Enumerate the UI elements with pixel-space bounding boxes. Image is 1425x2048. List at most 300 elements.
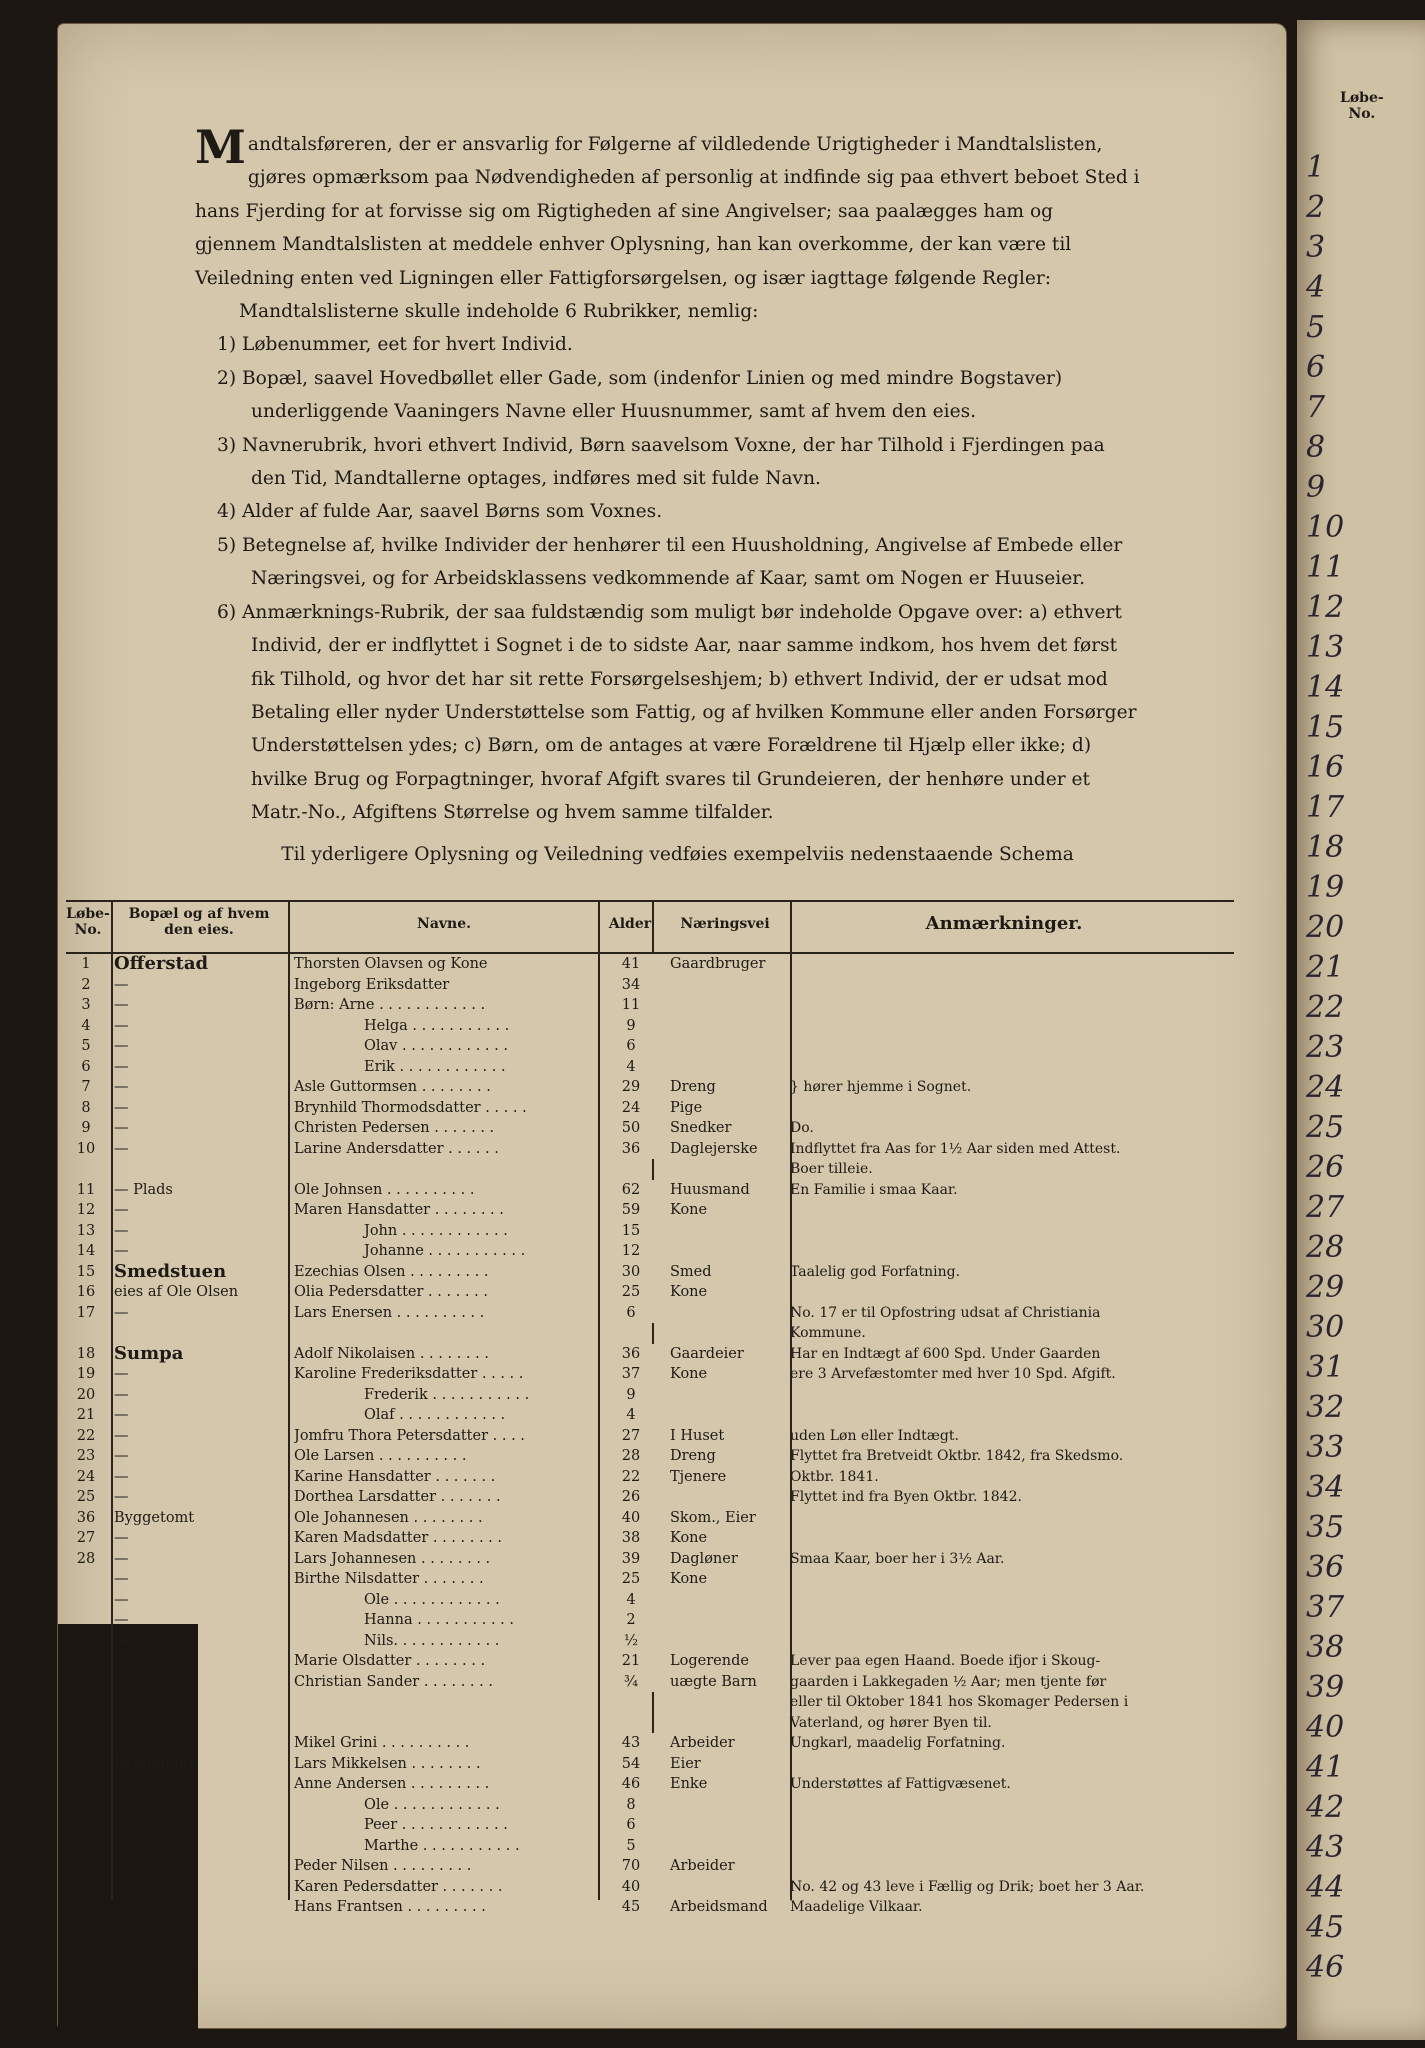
cell-age: 12: [602, 1241, 660, 1262]
table-row: [66, 1569, 1234, 1590]
table-row: [66, 1200, 1234, 1221]
cell-age: 38: [602, 1528, 660, 1549]
cell-age: 15: [602, 1221, 660, 1242]
cell-no: 22: [76, 1427, 96, 1444]
cell-age: 59: [602, 1200, 660, 1221]
cell-name: Maren Hansdatter . . . . . . . .: [294, 1202, 504, 1218]
cell-occupation: Snedker: [670, 1120, 732, 1136]
cell-remark: Understøttes af Fattigvæsenet.: [790, 1776, 1011, 1792]
handwritten-number: 22: [1306, 990, 1345, 1025]
cell-no: 8: [81, 1099, 91, 1116]
cell-name: Adolf Nikolaisen . . . . . . . .: [294, 1345, 489, 1362]
cell-remark: ere 3 Arvefæstomter med hver 10 Spd. Afgift.: [790, 1366, 1116, 1382]
cell-no: 4: [81, 1017, 91, 1034]
cell-age: 2: [602, 1610, 660, 1631]
handwritten-number: 37: [1306, 1590, 1345, 1625]
cell-no: 3: [81, 997, 91, 1013]
handwritten-number: 21: [1306, 950, 1345, 985]
table-row: [66, 1180, 1234, 1201]
cell-name: Lars Mikkelsen . . . . . . . .: [294, 1755, 481, 1772]
header-bopael: Bopæl og af hvem den eies.: [128, 906, 270, 938]
cell-name: Ezechias Olsen . . . . . . . . .: [294, 1263, 489, 1280]
cell-bopael: —: [114, 1079, 129, 1095]
handwritten-number: 15: [1306, 710, 1345, 745]
cell-name: Dorthea Larsdatter . . . . . . .: [294, 1489, 501, 1505]
cell-remark: Har en Indtægt af 600 Spd. Under Gaarden: [790, 1345, 1101, 1362]
cell-occupation: uægte Barn: [670, 1673, 757, 1690]
handwritten-number: 29: [1306, 1270, 1345, 1305]
cell-name: Børn: Arne . . . . . . . . . . . .: [294, 997, 486, 1013]
cell-remark: No. 42 og 43 leve i Fællig og Drik; boet her 3 Aar.: [790, 1878, 1145, 1895]
cell-bopael: —: [114, 1038, 129, 1054]
cell-remark: Vaterland, og hører Byen til.: [790, 1714, 992, 1731]
cell-name: Ole Larsen . . . . . . . . . .: [294, 1448, 467, 1464]
handwritten-number: 1: [1306, 150, 1326, 185]
cell-bopael: —: [114, 1427, 129, 1444]
header-no: Løbe- No.: [66, 906, 110, 938]
cell-occupation: Arbeider: [670, 1735, 735, 1751]
handwritten-number: 30: [1306, 1310, 1345, 1345]
cell-name: Peer . . . . . . . . . . . .: [364, 1817, 508, 1833]
cell-name: Lars Johannesen . . . . . . . .: [294, 1550, 491, 1567]
table-row: [66, 1405, 1234, 1426]
cell-age: 25: [602, 1569, 660, 1590]
cell-occupation: Tjenere: [670, 1468, 727, 1485]
handwritten-number: 28: [1306, 1230, 1345, 1265]
cell-remark: Kommune.: [790, 1325, 866, 1341]
cell-no: 20: [76, 1386, 96, 1403]
cell-remark: Lever paa egen Haand. Boede ifjor i Skoug-: [790, 1653, 1101, 1669]
cell-bopael: —: [114, 1058, 129, 1075]
cell-bopael: —: [114, 1140, 129, 1157]
table-row: [66, 1426, 1234, 1447]
census-schema-table: [66, 900, 1234, 1918]
handwritten-number: 4: [1306, 270, 1326, 305]
cell-name: Karen Pedersdatter . . . . . . .: [294, 1878, 503, 1895]
cell-occupation: Logerende: [670, 1653, 749, 1669]
handwritten-number: 45: [1306, 1910, 1345, 1945]
handwritten-number: 31: [1306, 1350, 1345, 1385]
cell-name: Ingeborg Eriksdatter: [294, 976, 450, 993]
handwritten-number: 35: [1306, 1510, 1345, 1545]
table-row: [66, 975, 1234, 996]
table-row: [66, 1528, 1234, 1549]
handwritten-number: 26: [1306, 1150, 1345, 1185]
handwritten-number: 38: [1306, 1630, 1345, 1665]
handwritten-number: 18: [1306, 830, 1345, 865]
cell-occupation: Kone: [670, 1202, 708, 1218]
cell-no: 28: [76, 1550, 96, 1567]
cell-occupation: Smed: [670, 1263, 712, 1280]
cell-name: Asle Guttormsen . . . . . . . .: [294, 1079, 491, 1095]
cell-bopael: —: [114, 1591, 129, 1608]
table-row: [66, 1057, 1234, 1078]
handwritten-number: 7: [1306, 390, 1326, 425]
cell-age: 27: [602, 1426, 660, 1447]
cell-remark: Indflyttet fra Aas for 1½ Aar siden med Attest.: [790, 1140, 1121, 1157]
cell-bopael: Byggetomt: [114, 1755, 195, 1772]
cell-name: Ole . . . . . . . . . . . .: [364, 1591, 500, 1608]
table-row: [66, 1713, 1234, 1734]
cell-remark: En Familie i smaa Kaar.: [790, 1181, 958, 1198]
cell-name: Karoline Frederiksdatter . . . . .: [294, 1366, 524, 1382]
cell-age: 4: [602, 1590, 660, 1611]
table-row: [66, 1754, 1234, 1775]
cell-age: ½: [602, 1631, 660, 1652]
cell-no: 13: [76, 1222, 96, 1239]
cell-age: 50: [602, 1118, 660, 1139]
cell-no: 16: [76, 1284, 96, 1300]
cell-bopael: —: [114, 1366, 129, 1382]
cell-name: Jomfru Thora Petersdatter . . . .: [294, 1427, 525, 1444]
cell-remark: No. 17 er til Opfostring udsat af Christiania: [790, 1304, 1101, 1321]
table-row: [66, 1323, 1234, 1344]
cell-no: 2: [81, 976, 91, 993]
cell-age: 25: [602, 1282, 660, 1303]
cell-no: 14: [76, 1243, 96, 1259]
table-row: [66, 1487, 1234, 1508]
handwritten-number: 41: [1306, 1750, 1345, 1785]
cell-bopael: Byggetomt: [114, 1509, 195, 1526]
handwritten-number: 23: [1306, 1030, 1345, 1065]
cell-name: Hanna . . . . . . . . . . .: [364, 1612, 515, 1628]
cell-occupation: Gaardbruger: [670, 956, 766, 972]
cell-occupation: Huusmand: [670, 1181, 750, 1198]
cell-bopael: —: [114, 1202, 129, 1218]
handwritten-number: 40: [1306, 1710, 1345, 1745]
rule-item: 4) Alder af fulde Aar, saavel Børns som Voxnes.: [217, 501, 663, 523]
cell-occupation: Pige: [670, 1099, 703, 1116]
table-row: [66, 1159, 1234, 1180]
cell-occupation: Daglejerske: [670, 1140, 758, 1157]
handwritten-number: 10: [1306, 510, 1345, 545]
cell-age: 26: [602, 1487, 660, 1508]
cell-bopael: —: [114, 1550, 129, 1567]
cell-bopael: Sumpa: [114, 1342, 184, 1364]
cell-name: Ole Johnsen . . . . . . . . . .: [294, 1181, 475, 1198]
cell-age: 29: [602, 1077, 660, 1098]
header-navne: Navne.: [417, 916, 471, 932]
cell-occupation: Eier: [670, 1755, 701, 1772]
handwritten-number: 39: [1306, 1670, 1345, 1705]
cell-name: Brynhild Thormodsdatter . . . . .: [294, 1099, 527, 1116]
cell-no: 27: [76, 1530, 96, 1546]
reference-line: Til yderligere Oplysning og Veiledning vedføies exempelviis nedenstaaende Schema: [281, 843, 1074, 865]
table-row: [66, 1877, 1234, 1898]
table-row: [66, 1262, 1234, 1283]
table-row: [66, 1385, 1234, 1406]
cell-bopael: —: [114, 1530, 129, 1546]
cell-name: Karen Madsdatter . . . . . . . .: [294, 1530, 502, 1546]
cell-age: 4: [602, 1405, 660, 1426]
cell-age: 45: [602, 1897, 660, 1918]
cell-no: 9: [81, 1120, 91, 1136]
handwritten-number: 46: [1306, 1950, 1345, 1985]
cell-occupation: I Huset: [670, 1427, 725, 1444]
handwritten-number: 6: [1306, 350, 1326, 385]
table-row: [66, 1118, 1234, 1139]
table-row: [66, 1631, 1234, 1652]
rules-list: [195, 328, 1140, 829]
table-row: [66, 1077, 1234, 1098]
table-row: [66, 1774, 1234, 1795]
cell-occupation: Dreng: [670, 1079, 716, 1095]
intro-lead: Mandtalslisterne skulle indeholde 6 Rubrikker, nemlig:: [239, 301, 759, 323]
cell-name: Olav . . . . . . . . . . . .: [364, 1038, 508, 1054]
cell-age: 43: [602, 1733, 660, 1754]
cell-age: 39: [602, 1549, 660, 1570]
table-row: [66, 1303, 1234, 1324]
cell-bopael: —: [114, 1653, 129, 1669]
cell-name: Olia Pedersdatter . . . . . . .: [294, 1284, 488, 1300]
cell-name: Erik . . . . . . . . . . . .: [364, 1058, 506, 1075]
table-row: [66, 1549, 1234, 1570]
cell-bopael: —: [114, 1489, 129, 1505]
cell-bopael: —: [114, 1673, 129, 1690]
cell-remark: gaarden i Lakkegaden ½ Aar; men tjente før: [790, 1673, 1107, 1690]
handwritten-number: 36: [1306, 1550, 1345, 1585]
cell-name: Lars Enersen . . . . . . . . . .: [294, 1304, 485, 1321]
cell-bopael: —: [114, 1448, 129, 1464]
cell-name: Frederik . . . . . . . . . . .: [364, 1386, 530, 1403]
cell-occupation: Kone: [670, 1530, 708, 1546]
handwritten-number: 43: [1306, 1830, 1345, 1865]
cell-age: 46: [602, 1774, 660, 1795]
table-row: [66, 1836, 1234, 1857]
handwritten-number: 14: [1306, 670, 1345, 705]
cell-age: 28: [602, 1446, 660, 1467]
table-row: [66, 1508, 1234, 1529]
cell-occupation: Kone: [670, 1284, 708, 1300]
cell-bopael: —: [114, 976, 129, 993]
table-header: [66, 900, 1234, 954]
cell-no: 23: [76, 1448, 96, 1464]
cell-occupation: Dagløner: [670, 1550, 738, 1567]
handwritten-number: 8: [1306, 430, 1326, 465]
cell-age: 24: [602, 1098, 660, 1119]
cell-age: 30: [602, 1262, 660, 1283]
cell-age: 21: [602, 1651, 660, 1672]
cell-age: 40: [602, 1508, 660, 1529]
cell-remark: Taalelig god Forfatning.: [790, 1263, 961, 1280]
cell-occupation: Skom., Eier: [670, 1509, 756, 1526]
cell-bopael: —: [114, 1243, 129, 1259]
cell-age: 70: [602, 1856, 660, 1877]
cell-remark: Flyttet ind fra Byen Oktbr. 1842.: [790, 1489, 1022, 1505]
cell-age: 11: [602, 995, 660, 1016]
intro-paragraph: Mandtalsføreren, der er ansvarlig for Følgerne af vildledende Urigtigheder i Mandtalslisten, gjøres opmærksom paa Nødvendigheden af personlig at indfinde sig paa ethvert beboet Sted i hans Fjerding for at forvisse sig om Rigtigheden af sine Angivelser; saa paalægges ham og gjennem Mandtalslisten at meddele enhver Oplysning, han kan overkomme, der kan være til Veiledning enten ved Ligningen eller Fattigforsørgelsen, og især iagttage følgende Regler:: [195, 120, 1140, 289]
rule-item: 1) Løbenummer, eet for hvert Individ.: [217, 334, 573, 356]
handwritten-number: 17: [1306, 790, 1345, 825]
cell-bopael: —: [114, 1571, 129, 1587]
cell-name: Christian Sander . . . . . . . .: [294, 1673, 493, 1690]
cell-remark: Oktbr. 1841.: [790, 1468, 879, 1485]
cell-remark: Smaa Kaar, boer her i 3½ Aar.: [790, 1550, 1005, 1567]
handwritten-number: 19: [1306, 870, 1345, 905]
cell-age: 6: [602, 1303, 660, 1324]
cell-name: Peder Nilsen . . . . . . . . .: [294, 1858, 472, 1874]
cell-bopael: Smedstuen: [114, 1260, 227, 1282]
cell-occupation: Kone: [670, 1571, 708, 1587]
cell-age: 62: [602, 1180, 660, 1201]
table-row: [66, 1446, 1234, 1467]
table-row: [66, 1795, 1234, 1816]
cell-bopael: Offerstad: [114, 953, 209, 974]
cell-name: Hans Frantsen . . . . . . . . .: [294, 1899, 486, 1915]
table-row: [66, 1815, 1234, 1836]
cell-age: 40: [602, 1877, 660, 1898]
cell-no: 1: [81, 956, 91, 972]
handwritten-number: 5: [1306, 310, 1326, 345]
cell-name: John . . . . . . . . . . . .: [364, 1222, 508, 1239]
rule-item: 3) Navnerubrik, hvori ethvert Individ, Børn saavelsom Voxne, der har Tilhold i Fjerdingen paa den Tid, Mandtallerne optages, indføres med sit fulde Navn.: [217, 434, 1105, 490]
cell-name: Mikel Grini . . . . . . . . . .: [294, 1735, 470, 1751]
cell-no: 25: [76, 1489, 96, 1505]
table-row: [66, 1241, 1234, 1262]
handwritten-number: 33: [1306, 1430, 1345, 1465]
header-alder: Alder: [608, 916, 652, 932]
cell-bopael: —: [114, 1222, 129, 1239]
table-row: [66, 954, 1234, 975]
cell-remark: eller til Oktober 1841 hos Skomager Pedersen i: [790, 1694, 1129, 1710]
handwritten-number: 2: [1306, 190, 1326, 225]
cell-no: 36: [76, 1509, 96, 1526]
handwritten-number: 24: [1306, 1070, 1345, 1105]
cell-age: 5: [602, 1836, 660, 1857]
table-row: [66, 1672, 1234, 1693]
rule-item: 6) Anmærknings-Rubrik, der saa fuldstændig som muligt bør indeholde Opgave over: a) ethvert Individ, der er indflyttet i Sognet i de to sidste Aar, naar samme indkom, hos hvem det først fik Tilhold, og hvor det har sit rette Forsørgelseshjem; b) ethvert Individ, der er udsat mod Betaling eller nyder Understøttelse som Fattig, og af hvilken Kommune eller anden Forsørger Understøttelsen ydes; c) Børn, om de antages at være Forældrene til Hjælp eller ikke; d) hvilke Brug og Forpagtninger, hvoraf Afgift svares til Grundeieren, der henhøre under et Matr.-No., Afgiftens Størrelse og hvem samme tilfalder.: [217, 601, 1137, 824]
cell-bopael: —: [114, 1099, 129, 1116]
cell-bopael: —: [114, 1407, 129, 1423]
header-naering: Næringsvei: [680, 916, 770, 932]
table-row: [66, 1344, 1234, 1365]
handwritten-number: 27: [1306, 1190, 1345, 1225]
rule-item: 2) Bopæl, saavel Hovedbøllet eller Gade, som (indenfor Linien og med mindre Bogstaver) underliggende Vaaningers Navne eller Huusnummer, samt af hvem den eies.: [217, 367, 1063, 423]
handwritten-number: 20: [1306, 910, 1345, 945]
cell-remark: uden Løn eller Indtægt.: [790, 1427, 959, 1444]
right-page-header: Løbe- No.: [1340, 90, 1384, 122]
cell-bopael: —: [114, 997, 129, 1013]
table-row: [66, 1856, 1234, 1877]
cell-age: ¾: [602, 1672, 660, 1693]
cell-age: 34: [602, 975, 660, 996]
table-row: [66, 1098, 1234, 1119]
cell-remark: Flyttet fra Bretveidt Oktbr. 1842, fra Skedsmo.: [790, 1448, 1124, 1464]
cell-bopael: eies af Ole Olsen: [114, 1284, 239, 1300]
cell-no: 17: [76, 1304, 96, 1321]
handwritten-number: 11: [1306, 550, 1345, 585]
cell-remark: Boer tilleie.: [790, 1161, 873, 1177]
cell-remark: Ungkarl, maadelig Forfatning.: [790, 1735, 1006, 1751]
cell-name: Ole . . . . . . . . . . . .: [364, 1796, 500, 1813]
cell-bopael: — Plads: [114, 1181, 173, 1198]
cell-name: Helga . . . . . . . . . . .: [364, 1017, 510, 1034]
handwritten-number: 34: [1306, 1470, 1345, 1505]
cell-bopael: —: [114, 1386, 129, 1403]
handwritten-number: 16: [1306, 750, 1345, 785]
handwritten-number: 25: [1306, 1110, 1345, 1145]
cell-age: 37: [602, 1364, 660, 1385]
cell-bopael: —: [114, 1304, 129, 1321]
cell-age: 4: [602, 1057, 660, 1078]
cell-no: 24: [76, 1468, 96, 1485]
table-row: [66, 1897, 1234, 1918]
cell-name: Birthe Nilsdatter . . . . . . .: [294, 1571, 484, 1587]
cell-bopael: —: [114, 1632, 129, 1649]
cell-name: Christen Pedersen . . . . . . .: [294, 1120, 495, 1136]
cell-no: 5: [81, 1038, 91, 1054]
handwritten-number: 44: [1306, 1870, 1345, 1905]
handwritten-number: 42: [1306, 1790, 1345, 1825]
table-row: [66, 995, 1234, 1016]
cell-no: 21: [76, 1407, 96, 1423]
cell-name: Anne Andersen . . . . . . . . .: [294, 1776, 490, 1792]
cell-age: 9: [602, 1385, 660, 1406]
handwritten-number: 9: [1306, 470, 1326, 505]
cell-age: 8: [602, 1795, 660, 1816]
table-row: [66, 1036, 1234, 1057]
cell-age: 9: [602, 1016, 660, 1037]
cell-no: 18: [76, 1345, 96, 1362]
cell-occupation: Gaardeier: [670, 1345, 744, 1362]
cell-no: 12: [76, 1202, 96, 1218]
cell-name: Thorsten Olavsen og Kone: [294, 956, 488, 972]
cell-remark: } hører hjemme i Sognet.: [790, 1079, 972, 1095]
cell-bopael: —: [114, 1017, 129, 1034]
cell-no: 10: [76, 1140, 96, 1157]
instructions-text: [195, 120, 1140, 871]
cell-name: Johanne . . . . . . . . . . .: [364, 1243, 526, 1259]
dropcap: M: [195, 120, 246, 174]
cell-occupation: Enke: [670, 1776, 708, 1792]
cell-age: 22: [602, 1467, 660, 1488]
handwritten-number: 13: [1306, 630, 1345, 665]
handwritten-number: 12: [1306, 590, 1345, 625]
cell-age: 54: [602, 1754, 660, 1775]
header-anm: Anmærkninger.: [925, 913, 1083, 934]
cell-remark: Do.: [790, 1120, 814, 1136]
table-row: [66, 1733, 1234, 1754]
handwritten-number: 32: [1306, 1390, 1345, 1425]
table-body: [66, 954, 1234, 1918]
cell-no: 6: [81, 1058, 91, 1075]
table-row: [66, 1467, 1234, 1488]
cell-age: 41: [602, 954, 660, 975]
cell-remark: Maadelige Vilkaar.: [790, 1899, 923, 1915]
cell-name: Larine Andersdatter . . . . . .: [294, 1140, 499, 1157]
cell-age: 6: [602, 1815, 660, 1836]
cell-no: 19: [76, 1366, 96, 1382]
cell-age: 6: [602, 1036, 660, 1057]
cell-occupation: Arbeider: [670, 1858, 735, 1874]
cell-occupation: Kone: [670, 1366, 708, 1382]
table-row: [66, 1282, 1234, 1303]
cell-bopael: —: [114, 1468, 129, 1485]
cell-bopael: —: [114, 1612, 129, 1628]
cell-age: 36: [602, 1344, 660, 1365]
cell-occupation: Dreng: [670, 1448, 716, 1464]
table-row: [66, 1692, 1234, 1713]
cell-no: 7: [81, 1079, 91, 1095]
cell-name: Marthe . . . . . . . . . . .: [364, 1837, 520, 1854]
cell-name: Marie Olsdatter . . . . . . . .: [294, 1653, 486, 1669]
cell-age: 36: [602, 1139, 660, 1160]
cell-occupation: Arbeidsmand: [670, 1899, 768, 1915]
rule-item: 5) Betegnelse af, hvilke Individer der henhører til een Huusholdning, Angivelse af Embede eller Næringsvei, og for Arbeidsklassens vedkommende af Kaar, samt om Nogen er Huuseier.: [217, 534, 1123, 590]
handwritten-number: 3: [1306, 230, 1326, 265]
cell-no: 11: [76, 1181, 96, 1198]
table-row: [66, 1610, 1234, 1631]
